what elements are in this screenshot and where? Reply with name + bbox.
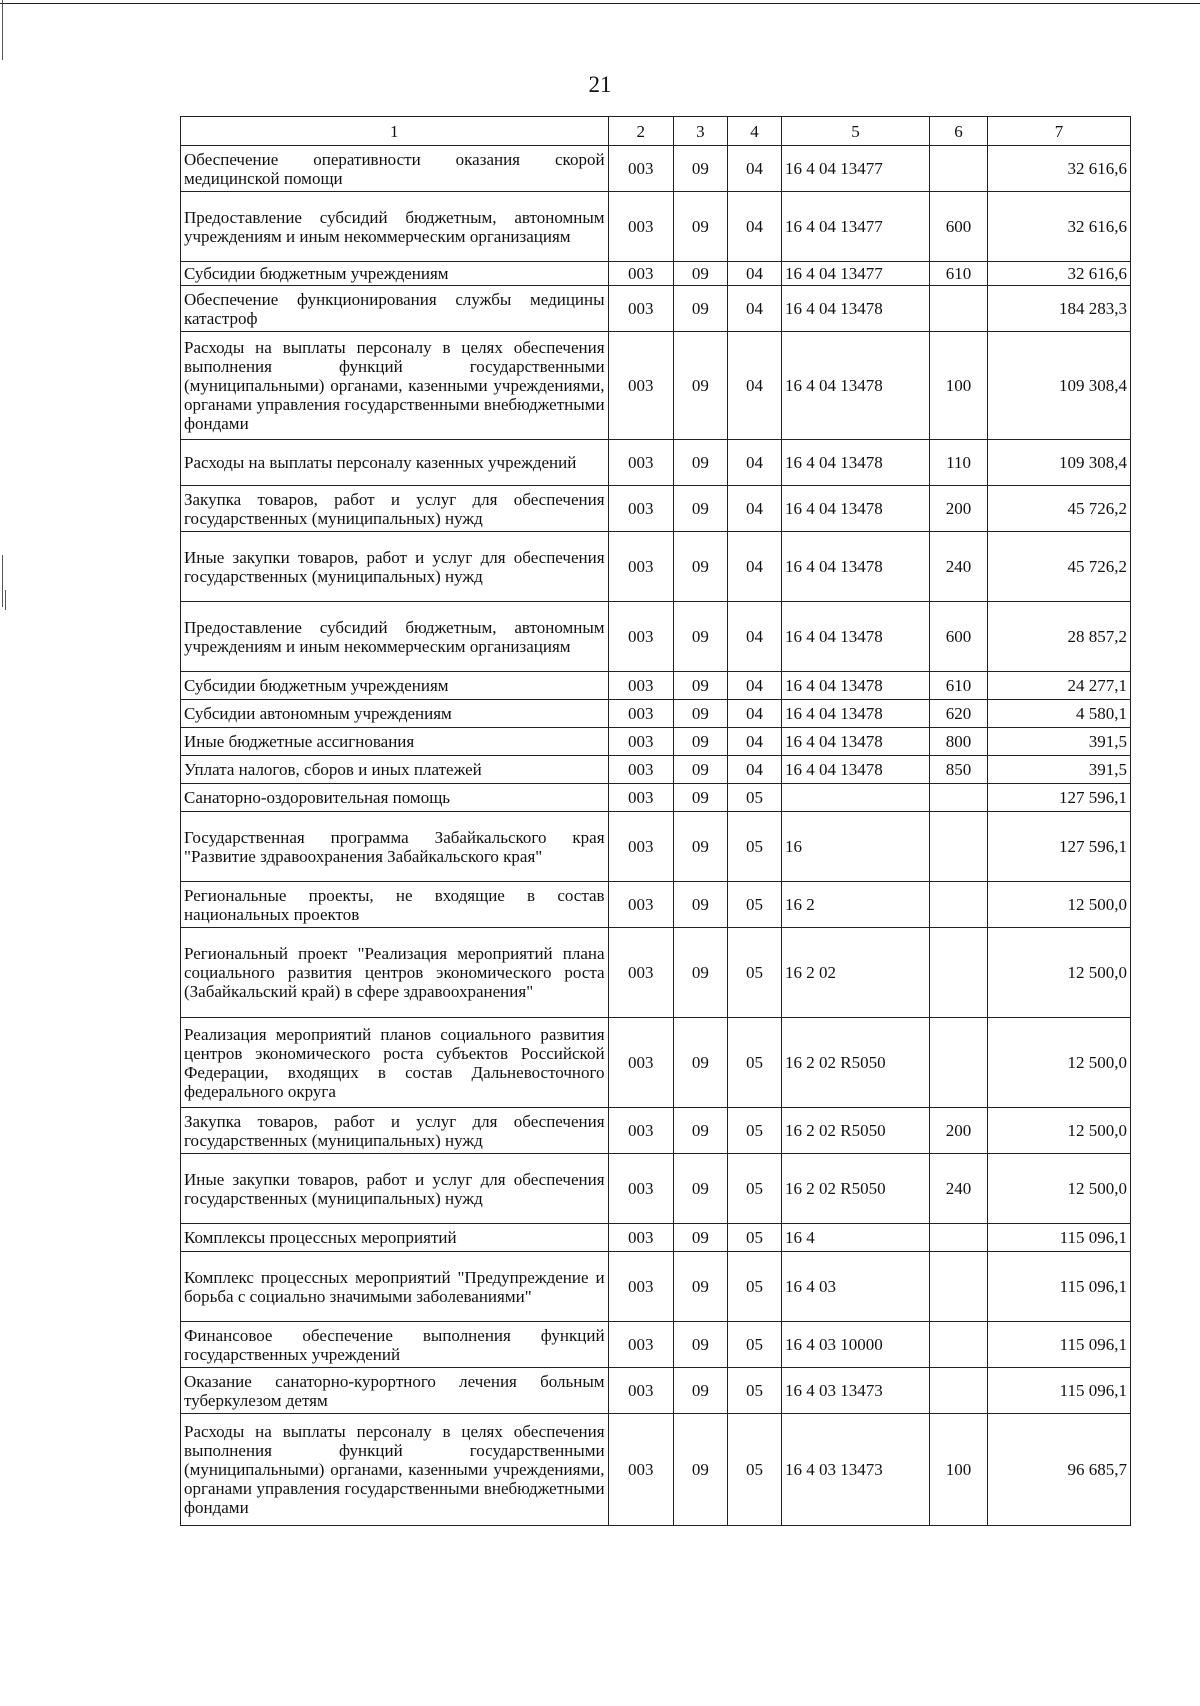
ministry-code-cell: 003 [608, 1252, 673, 1322]
amount-cell: 12 500,0 [988, 1154, 1131, 1224]
table-row [181, 286, 1131, 332]
amount-cell: 28 857,2 [988, 602, 1131, 672]
section-code-cell: 09 [673, 1368, 727, 1414]
expense-type-cell [929, 1018, 987, 1108]
page-top-rule [0, 3, 1200, 4]
section-code-cell: 09 [673, 812, 727, 882]
expense-type-cell: 200 [929, 486, 987, 532]
table-row [181, 440, 1131, 486]
amount-cell: 115 096,1 [988, 1322, 1131, 1368]
ministry-code-cell: 003 [608, 1018, 673, 1108]
subsection-code-cell: 04 [727, 700, 781, 728]
ministry-code-cell: 003 [608, 440, 673, 486]
ministry-code-cell: 003 [608, 1108, 673, 1154]
expense-type-cell: 800 [929, 728, 987, 756]
ministry-code-cell: 003 [608, 672, 673, 700]
ministry-code-cell: 003 [608, 262, 673, 286]
table-body [181, 146, 1131, 1526]
table-row [181, 332, 1131, 440]
subsection-code-cell: 04 [727, 262, 781, 286]
row-name-cell: Предоставление субсидий бюджетным, автономным учреждениям и иным некоммерческим организациям [181, 192, 609, 262]
row-name-cell: Расходы на выплаты персоналу в целях обеспечения выполнения функций государственными (муниципальными) органами, казенными учреждениями, органами управления государственными внебюджетными фондами [181, 332, 609, 440]
target-article-cell: 16 4 04 13477 [782, 262, 930, 286]
target-article-cell: 16 4 [782, 1224, 930, 1252]
table-row [181, 262, 1131, 286]
table-row [181, 1322, 1131, 1368]
target-article-cell: 16 4 03 10000 [782, 1322, 930, 1368]
ministry-code-cell: 003 [608, 728, 673, 756]
subsection-code-cell: 05 [727, 1154, 781, 1224]
row-name-cell: Обеспечение оперативности оказания скорой медицинской помощи [181, 146, 609, 192]
expense-type-cell: 610 [929, 672, 987, 700]
expense-type-cell: 850 [929, 756, 987, 784]
scan-edge-mark [5, 590, 6, 610]
subsection-code-cell: 05 [727, 1108, 781, 1154]
ministry-code-cell: 003 [608, 532, 673, 602]
section-code-cell: 09 [673, 486, 727, 532]
ministry-code-cell: 003 [608, 146, 673, 192]
ministry-code-cell: 003 [608, 192, 673, 262]
ministry-code-cell: 003 [608, 700, 673, 728]
target-article-cell: 16 4 04 13478 [782, 756, 930, 784]
table-row [181, 672, 1131, 700]
subsection-code-cell: 05 [727, 784, 781, 812]
amount-cell: 45 726,2 [988, 486, 1131, 532]
table-row [181, 1224, 1131, 1252]
scan-edge-mark [2, 555, 3, 607]
table-header-row [181, 117, 1131, 146]
table-row [181, 192, 1131, 262]
row-name-cell: Иные закупки товаров, работ и услуг для обеспечения государственных (муниципальных) нужд [181, 1154, 609, 1224]
row-name-cell: Расходы на выплаты персоналу в целях обеспечения выполнения функций государственными (муниципальными) органами, казенными учреждениями, органами управления государственными внебюджетными фондами [181, 1414, 609, 1526]
table-row [181, 928, 1131, 1018]
scan-edge-mark [2, 0, 3, 60]
row-name-cell: Комплекс процессных мероприятий "Предупреждение и борьба с социально значимыми заболеваниями" [181, 1252, 609, 1322]
amount-cell: 96 685,7 [988, 1414, 1131, 1526]
expense-type-cell: 240 [929, 1154, 987, 1224]
subsection-code-cell: 04 [727, 332, 781, 440]
expense-type-cell: 610 [929, 262, 987, 286]
target-article-cell: 16 4 04 13478 [782, 286, 930, 332]
expense-type-cell: 600 [929, 602, 987, 672]
expense-type-cell: 100 [929, 332, 987, 440]
expense-type-cell: 600 [929, 192, 987, 262]
target-article-cell: 16 4 04 13478 [782, 602, 930, 672]
expense-type-cell: 200 [929, 1108, 987, 1154]
table-row [181, 1368, 1131, 1414]
amount-cell: 391,5 [988, 728, 1131, 756]
expense-type-cell [929, 1368, 987, 1414]
ministry-code-cell: 003 [608, 1154, 673, 1224]
section-code-cell: 09 [673, 192, 727, 262]
ministry-code-cell: 003 [608, 784, 673, 812]
expense-type-cell: 100 [929, 1414, 987, 1526]
section-code-cell: 09 [673, 1108, 727, 1154]
column-header: 6 [929, 117, 987, 146]
section-code-cell: 09 [673, 602, 727, 672]
subsection-code-cell: 05 [727, 1224, 781, 1252]
expense-type-cell [929, 286, 987, 332]
expense-type-cell [929, 146, 987, 192]
section-code-cell: 09 [673, 262, 727, 286]
subsection-code-cell: 05 [727, 882, 781, 928]
column-header: 5 [782, 117, 930, 146]
expense-type-cell [929, 882, 987, 928]
row-name-cell: Оказание санаторно-курортного лечения больным туберкулезом детям [181, 1368, 609, 1414]
ministry-code-cell: 003 [608, 928, 673, 1018]
row-name-cell: Субсидии бюджетным учреждениям [181, 262, 609, 286]
table-row [181, 1414, 1131, 1526]
section-code-cell: 09 [673, 928, 727, 1018]
section-code-cell: 09 [673, 882, 727, 928]
budget-table [180, 116, 1131, 1526]
subsection-code-cell: 04 [727, 532, 781, 602]
subsection-code-cell: 04 [727, 440, 781, 486]
subsection-code-cell: 05 [727, 1368, 781, 1414]
section-code-cell: 09 [673, 672, 727, 700]
subsection-code-cell: 04 [727, 486, 781, 532]
row-name-cell: Предоставление субсидий бюджетным, автономным учреждениям и иным некоммерческим организациям [181, 602, 609, 672]
table-row [181, 1018, 1131, 1108]
section-code-cell: 09 [673, 756, 727, 784]
amount-cell: 391,5 [988, 756, 1131, 784]
row-name-cell: Субсидии бюджетным учреждениям [181, 672, 609, 700]
section-code-cell: 09 [673, 700, 727, 728]
subsection-code-cell: 04 [727, 602, 781, 672]
table-row [181, 728, 1131, 756]
target-article-cell: 16 2 02 R5050 [782, 1108, 930, 1154]
amount-cell: 115 096,1 [988, 1252, 1131, 1322]
table-row [181, 1252, 1131, 1322]
column-header: 7 [988, 117, 1131, 146]
page-number: 21 [588, 72, 612, 97]
target-article-cell: 16 2 [782, 882, 930, 928]
table-row [181, 812, 1131, 882]
section-code-cell: 09 [673, 1224, 727, 1252]
row-name-cell: Комплексы процессных мероприятий [181, 1224, 609, 1252]
column-header: 2 [608, 117, 673, 146]
ministry-code-cell: 003 [608, 1224, 673, 1252]
expense-type-cell [929, 1252, 987, 1322]
section-code-cell: 09 [673, 728, 727, 756]
expense-type-cell: 240 [929, 532, 987, 602]
row-name-cell: Субсидии автономным учреждениям [181, 700, 609, 728]
subsection-code-cell: 05 [727, 928, 781, 1018]
target-article-cell [782, 784, 930, 812]
expense-type-cell: 110 [929, 440, 987, 486]
section-code-cell: 09 [673, 784, 727, 812]
target-article-cell: 16 4 04 13478 [782, 332, 930, 440]
row-name-cell: Региональный проект "Реализация мероприятий плана социального развития центров экономического роста (Забайкальский край) в сфере здравоохранения" [181, 928, 609, 1018]
amount-cell: 115 096,1 [988, 1224, 1131, 1252]
section-code-cell: 09 [673, 146, 727, 192]
target-article-cell: 16 4 03 13473 [782, 1368, 930, 1414]
table-row [181, 756, 1131, 784]
section-code-cell: 09 [673, 532, 727, 602]
section-code-cell: 09 [673, 440, 727, 486]
row-name-cell: Закупка товаров, работ и услуг для обеспечения государственных (муниципальных) нужд [181, 486, 609, 532]
row-name-cell: Иные бюджетные ассигнования [181, 728, 609, 756]
column-header: 3 [673, 117, 727, 146]
ministry-code-cell: 003 [608, 1414, 673, 1526]
table-row [181, 784, 1131, 812]
amount-cell: 12 500,0 [988, 1108, 1131, 1154]
amount-cell: 127 596,1 [988, 784, 1131, 812]
subsection-code-cell: 04 [727, 192, 781, 262]
target-article-cell: 16 4 04 13478 [782, 672, 930, 700]
target-article-cell: 16 4 03 13473 [782, 1414, 930, 1526]
row-name-cell: Закупка товаров, работ и услуг для обеспечения государственных (муниципальных) нужд [181, 1108, 609, 1154]
ministry-code-cell: 003 [608, 602, 673, 672]
subsection-code-cell: 04 [727, 146, 781, 192]
ministry-code-cell: 003 [608, 756, 673, 784]
amount-cell: 32 616,6 [988, 146, 1131, 192]
subsection-code-cell: 04 [727, 728, 781, 756]
ministry-code-cell: 003 [608, 1322, 673, 1368]
subsection-code-cell: 05 [727, 812, 781, 882]
row-name-cell: Расходы на выплаты персоналу казенных учреждений [181, 440, 609, 486]
ministry-code-cell: 003 [608, 332, 673, 440]
amount-cell: 32 616,6 [988, 262, 1131, 286]
ministry-code-cell: 003 [608, 286, 673, 332]
row-name-cell: Финансовое обеспечение выполнения функций государственных учреждений [181, 1322, 609, 1368]
amount-cell: 12 500,0 [988, 1018, 1131, 1108]
subsection-code-cell: 05 [727, 1414, 781, 1526]
ministry-code-cell: 003 [608, 812, 673, 882]
section-code-cell: 09 [673, 332, 727, 440]
section-code-cell: 09 [673, 1414, 727, 1526]
amount-cell: 115 096,1 [988, 1368, 1131, 1414]
subsection-code-cell: 05 [727, 1252, 781, 1322]
target-article-cell: 16 2 02 R5050 [782, 1154, 930, 1224]
row-name-cell: Санаторно-оздоровительная помощь [181, 784, 609, 812]
subsection-code-cell: 04 [727, 756, 781, 784]
target-article-cell: 16 4 03 [782, 1252, 930, 1322]
expense-type-cell [929, 812, 987, 882]
target-article-cell: 16 [782, 812, 930, 882]
target-article-cell: 16 4 04 13478 [782, 728, 930, 756]
table-row [181, 146, 1131, 192]
row-name-cell: Государственная программа Забайкальского края "Развитие здравоохранения Забайкальского края" [181, 812, 609, 882]
table-row [181, 1108, 1131, 1154]
table-row [181, 1154, 1131, 1224]
row-name-cell: Обеспечение функционирования службы медицины катастроф [181, 286, 609, 332]
amount-cell: 127 596,1 [988, 812, 1131, 882]
amount-cell: 12 500,0 [988, 928, 1131, 1018]
expense-type-cell [929, 784, 987, 812]
amount-cell: 45 726,2 [988, 532, 1131, 602]
section-code-cell: 09 [673, 1018, 727, 1108]
amount-cell: 109 308,4 [988, 332, 1131, 440]
row-name-cell: Иные закупки товаров, работ и услуг для обеспечения государственных (муниципальных) нужд [181, 532, 609, 602]
row-name-cell: Региональные проекты, не входящие в состав национальных проектов [181, 882, 609, 928]
ministry-code-cell: 003 [608, 486, 673, 532]
section-code-cell: 09 [673, 286, 727, 332]
target-article-cell: 16 2 02 R5050 [782, 1018, 930, 1108]
subsection-code-cell: 05 [727, 1322, 781, 1368]
target-article-cell: 16 4 04 13478 [782, 532, 930, 602]
amount-cell: 12 500,0 [988, 882, 1131, 928]
ministry-code-cell: 003 [608, 1368, 673, 1414]
expense-type-cell [929, 1224, 987, 1252]
table-row [181, 532, 1131, 602]
amount-cell: 4 580,1 [988, 700, 1131, 728]
column-header: 1 [181, 117, 609, 146]
expense-type-cell [929, 1322, 987, 1368]
amount-cell: 32 616,6 [988, 192, 1131, 262]
section-code-cell: 09 [673, 1252, 727, 1322]
target-article-cell: 16 4 04 13477 [782, 146, 930, 192]
subsection-code-cell: 05 [727, 1018, 781, 1108]
target-article-cell: 16 4 04 13478 [782, 486, 930, 532]
section-code-cell: 09 [673, 1322, 727, 1368]
target-article-cell: 16 4 04 13477 [782, 192, 930, 262]
section-code-cell: 09 [673, 1154, 727, 1224]
table-row [181, 882, 1131, 928]
table-row [181, 602, 1131, 672]
row-name-cell: Реализация мероприятий планов социального развития центров экономического роста субъектов Российской Федерации, входящих в состав Дальневосточного федерального округа [181, 1018, 609, 1108]
target-article-cell: 16 4 04 13478 [782, 700, 930, 728]
table-row [181, 486, 1131, 532]
expense-type-cell [929, 928, 987, 1018]
column-header: 4 [727, 117, 781, 146]
subsection-code-cell: 04 [727, 286, 781, 332]
target-article-cell: 16 2 02 [782, 928, 930, 1018]
table-row [181, 700, 1131, 728]
row-name-cell: Уплата налогов, сборов и иных платежей [181, 756, 609, 784]
amount-cell: 184 283,3 [988, 286, 1131, 332]
subsection-code-cell: 04 [727, 672, 781, 700]
target-article-cell: 16 4 04 13478 [782, 440, 930, 486]
ministry-code-cell: 003 [608, 882, 673, 928]
amount-cell: 24 277,1 [988, 672, 1131, 700]
expense-type-cell: 620 [929, 700, 987, 728]
amount-cell: 109 308,4 [988, 440, 1131, 486]
